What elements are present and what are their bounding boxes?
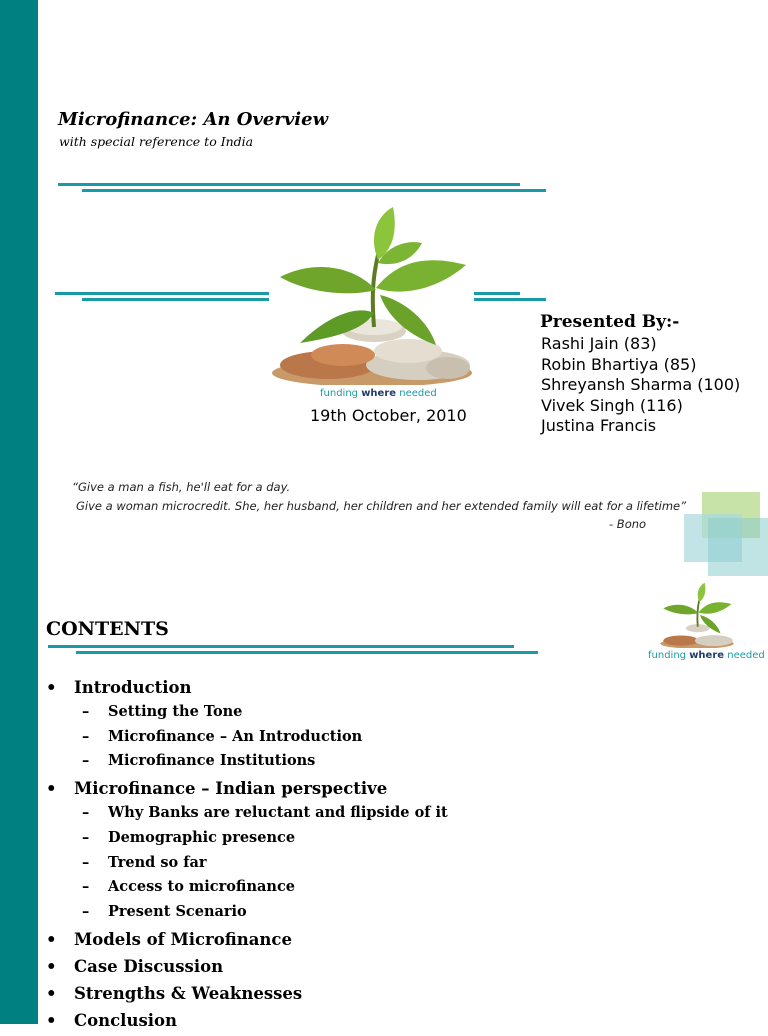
presenter-name: Vivek Singh (116) <box>541 395 683 415</box>
presenter-name: Shreyansh Sharma (100) <box>541 375 741 394</box>
contents-heading: CONTENTS <box>46 618 169 640</box>
contents-subitem: – Demographic presence <box>82 828 296 846</box>
quote-line-2: Give a woman microcredit. She, her husband, her children and her extended family will eat for a lifetime” <box>76 499 687 513</box>
presenter-name: Rashi Jain (83) <box>541 334 657 353</box>
presenter-name: Justina Francis <box>541 416 657 435</box>
contents-item: • Case Discussion <box>46 956 224 976</box>
logo-caption-small: funding where needed <box>648 650 765 661</box>
contents-sublist <box>74 801 448 925</box>
contents-item: • Introduction – Setting the Tone – Microfinance – An Introduction – Microfinance Institutions <box>46 676 448 774</box>
divider-rule <box>82 298 269 301</box>
plant-coins-logo <box>268 205 476 385</box>
slide-title: Microfinance: An Overview <box>58 109 329 130</box>
contents-item: • Microfinance – Indian perspective – Why Banks are reluctant and flipside of it – Demographic presence – Trend so far – Access to microfinance – Present Scenario <box>46 777 448 925</box>
divider-rule <box>82 189 546 192</box>
divider-rule <box>76 651 538 654</box>
plant-coins-logo-small <box>658 582 736 648</box>
divider-rule <box>474 292 520 295</box>
left-accent-bar <box>0 0 38 1024</box>
divider-rule <box>55 292 269 295</box>
contents-sublist <box>74 700 448 774</box>
presenter-name: Robin Bhartiya (85) <box>541 354 697 374</box>
contents-item: • Strengths & Weaknesses <box>46 983 303 1003</box>
contents-subitem: – Why Banks are reluctant and flipside of it <box>82 804 448 822</box>
presenter-list <box>541 334 740 437</box>
slide-subtitle: with special reference to India <box>59 134 254 149</box>
contents-subitem: – Present Scenario <box>82 902 247 920</box>
contents-item: • Conclusion <box>46 1010 178 1030</box>
contents-item: • Models of Microfinance <box>46 929 292 949</box>
contents-subitem: – Microfinance Institutions <box>82 752 316 770</box>
logo-caption: funding where needed <box>320 388 437 399</box>
presented-by-heading: Presented By:- <box>540 312 680 332</box>
contents-subitem: – Access to microfinance <box>82 878 295 896</box>
contents-subitem: – Trend so far <box>82 853 207 871</box>
quote-line-1: “Give a man a fish, he'll eat for a day. <box>72 480 291 494</box>
contents-subitem: – Microfinance – An Introduction <box>82 727 363 745</box>
contents-subitem: – Setting the Tone <box>82 703 243 720</box>
contents-list <box>46 676 448 1036</box>
presentation-date: 19th October, 2010 <box>310 406 467 425</box>
divider-rule <box>48 645 514 648</box>
divider-rule <box>58 183 520 186</box>
decorative-squares <box>684 492 768 576</box>
divider-rule <box>474 298 546 301</box>
quote-author: - Bono <box>609 517 647 531</box>
